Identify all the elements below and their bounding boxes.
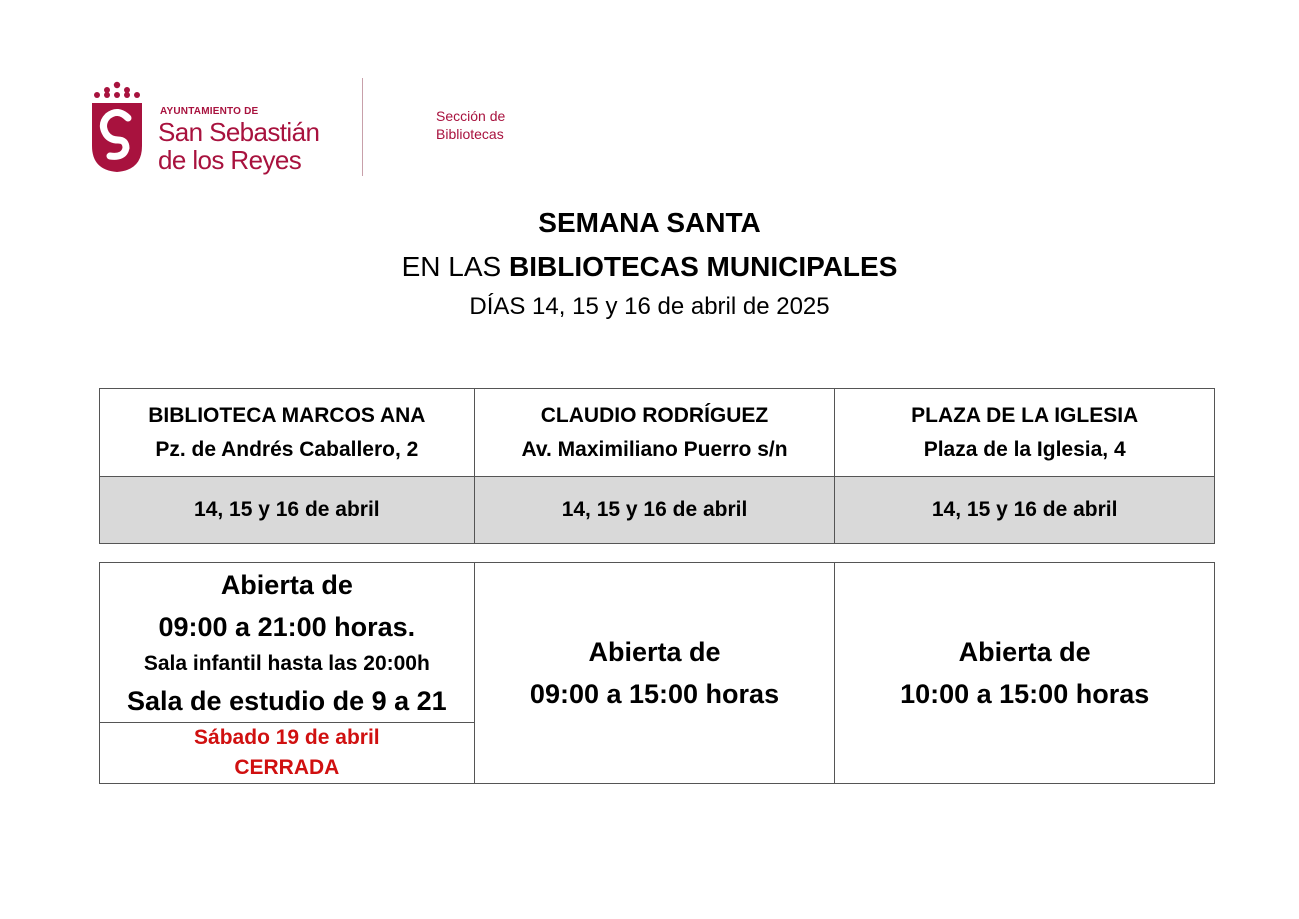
libraries-table [99,388,1215,544]
schedule-line: 10:00 a 15:00 horas [900,679,1150,709]
library-dates: 14, 15 y 16 de abril [835,477,1215,544]
library-name: CLAUDIO RODRÍGUEZ [540,403,769,427]
library-name: PLAZA DE LA IGLESIA [911,403,1139,427]
title-line-2-bold: BIBLIOTECAS MUNICIPALES [509,251,898,282]
library-address: Pz. de Andrés Caballero, 2 [155,437,419,461]
library-cell-marcos-ana [100,389,475,477]
schedule-line: Sala infantil hasta las 20:00h [143,651,430,675]
library-cell-iglesia [835,389,1215,477]
schedule-iglesia [835,563,1215,784]
schedule-line: Abierta de [220,569,353,600]
saturday-closed-notice [100,723,475,784]
section-line-2: Bibliotecas [436,126,504,142]
schedule-table [99,562,1215,784]
logo-line-1: San Sebastián [158,117,320,147]
schedule-claudio [474,563,835,784]
library-name: BIBLIOTECA MARCOS ANA [148,403,426,427]
crown-shield-icon [88,80,146,174]
schedule-line: Sala de estudio de 9 a 21 [127,685,447,716]
saturday-date: Sábado 19 de abril [194,726,380,749]
library-address: Av. Maximiliano Puerro s/n [521,437,788,461]
schedule-row [100,563,1215,723]
title-line-3: DÍAS 14, 15 y 16 de abril de 2025 [469,293,830,320]
library-dates-row [100,477,1215,544]
section-line-1: Sección de [436,108,506,124]
title-line-2-prefix: EN LAS [401,251,509,282]
schedule-line: 09:00 a 21:00 horas. [158,611,416,642]
title-line-1: SEMANA SANTA [538,207,761,238]
schedule-marcos-ana [100,563,475,723]
library-dates: 14, 15 y 16 de abril [474,477,835,544]
municipality-logo [88,80,338,180]
section-label [436,107,505,143]
library-names-row [100,389,1215,477]
logo-super-text: AYUNTAMIENTO DE [160,106,259,117]
library-dates: 14, 15 y 16 de abril [100,477,475,544]
schedule-line: 09:00 a 15:00 horas [529,679,780,709]
header-divider [362,78,363,176]
closed-label: CERRADA [234,756,340,779]
schedule-line: Abierta de [588,637,721,667]
schedule-line: Abierta de [958,637,1091,667]
page-title [0,203,1299,323]
library-address: Plaza de la Iglesia, 4 [923,437,1126,461]
library-cell-claudio [474,389,835,477]
title-line-2 [0,247,1299,291]
logo-line-2: de los Reyes [158,145,302,175]
